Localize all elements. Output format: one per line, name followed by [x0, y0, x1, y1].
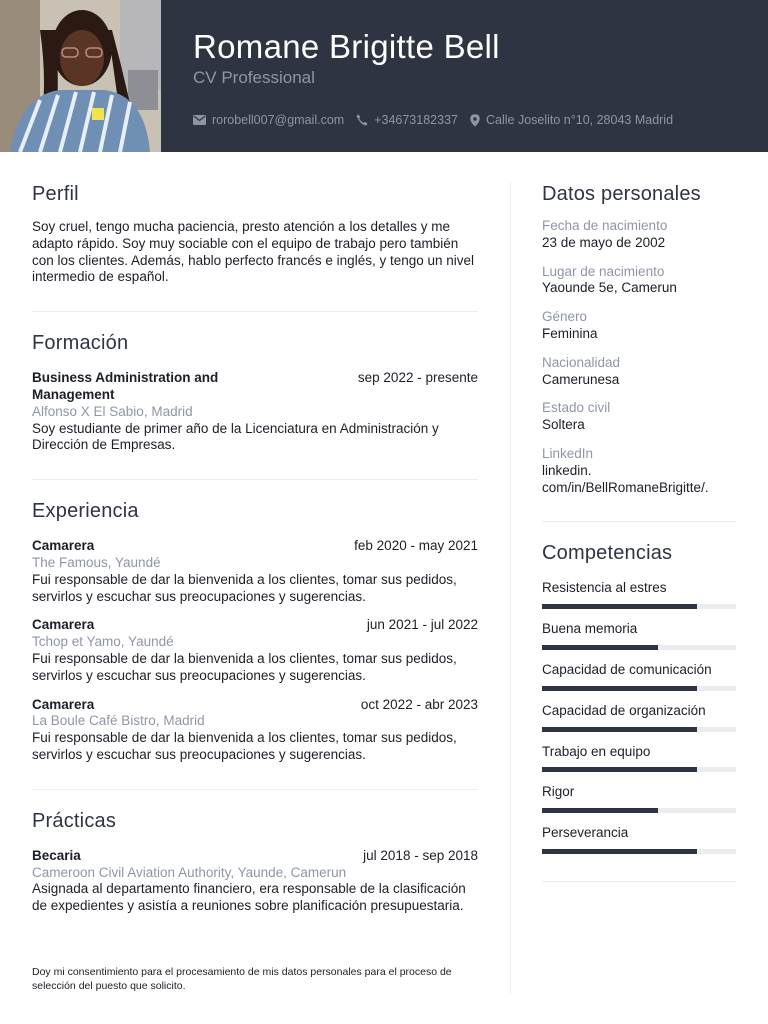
skill-item — [542, 662, 736, 691]
experiencia-entry — [32, 697, 478, 764]
skill-item — [542, 703, 736, 732]
competencias-heading: Competencias — [542, 542, 673, 565]
pd-label: Género — [542, 309, 588, 325]
competencias-section — [542, 540, 736, 854]
skill-level-bar — [542, 767, 736, 772]
entry-title: Camarera — [32, 696, 95, 712]
pd-item — [542, 355, 736, 389]
consent-note: Doy mi consentimiento para el procesamiento de mis datos personales para el proceso de selección del puesto que solicito. — [32, 966, 452, 992]
entry-dates: feb 2020 - may 2021 — [354, 538, 478, 554]
skill-level-bar — [542, 808, 736, 813]
skill-level-fill — [542, 808, 658, 813]
perfil-heading: Perfil — [32, 183, 79, 205]
pd-value: Soltera — [542, 417, 585, 433]
entry-title: Camarera — [32, 538, 95, 554]
skill-name: Capacidad de comunicación — [542, 661, 712, 677]
section-divider — [542, 521, 736, 522]
main-column — [32, 181, 478, 915]
pd-value: Feminina — [542, 325, 598, 341]
pd-item — [542, 309, 736, 343]
side-column — [542, 181, 736, 882]
entry-dates: jul 2018 - sep 2018 — [363, 847, 478, 863]
skill-level-bar — [542, 727, 736, 732]
skill-name: Resistencia al estres — [542, 580, 667, 596]
skill-name: Trabajo en equipo — [542, 743, 651, 759]
skill-level-bar — [542, 645, 736, 650]
pd-item — [542, 400, 736, 434]
skill-level-fill — [542, 686, 697, 691]
column-divider — [510, 182, 511, 994]
pd-item — [542, 446, 736, 496]
skill-level-fill — [542, 645, 658, 650]
practicas-entry — [32, 848, 478, 915]
pd-label: Lugar de nacimiento — [542, 263, 665, 279]
entry-description: Fui responsable de dar la bienvenida a los clientes, tomar sus pedidos, servirlos y escuchar sus preocupaciones y sugerencias. — [32, 650, 457, 683]
experiencia-entry — [32, 617, 478, 684]
entry-title: Business Administration and Management — [32, 370, 219, 402]
practicas-section — [32, 808, 478, 915]
skill-level-fill — [542, 604, 697, 609]
skill-item — [542, 744, 736, 773]
entry-place: Alfonso X El Sabio, Madrid — [32, 403, 193, 419]
pd-label: Nacionalidad — [542, 354, 621, 370]
skill-level-bar — [542, 604, 736, 609]
skill-level-bar — [542, 686, 736, 691]
formacion-entry — [32, 370, 478, 454]
pd-label: LinkedIn — [542, 445, 594, 461]
skill-level-fill — [542, 767, 697, 772]
entry-place: La Boule Café Bistro, Madrid — [32, 713, 205, 729]
experiencia-entry — [32, 538, 478, 605]
pd-value: Camerunesa — [542, 371, 620, 387]
entry-dates: jun 2021 - jul 2022 — [366, 617, 478, 633]
entry-dates: oct 2022 - abr 2023 — [360, 696, 478, 712]
location-pin-icon — [470, 114, 480, 127]
skill-name: Perseverancia — [542, 825, 629, 841]
perfil-section — [32, 181, 478, 286]
pd-label: Fecha de nacimiento — [542, 218, 668, 233]
entry-place: Tchop et Yamo, Yaundé — [32, 634, 174, 650]
entry-title: Becaria — [32, 847, 81, 863]
pd-item — [542, 264, 736, 298]
entry-dates: sep 2022 - presente — [357, 370, 478, 386]
skill-item — [542, 580, 736, 609]
skill-name: Rigor — [542, 784, 575, 800]
perfil-text: Soy cruel, tengo mucha paciencia, presto atención a los detalles y me adapto rápido. Soy muy sociable con el equipo de trabajo pero también con los clientes. Además, hablo perfecto francés e inglés, y tengo un nivel intermedio de español. — [32, 219, 475, 285]
skill-name: Capacidad de organización — [542, 702, 706, 718]
pd-value: 23 de mayo de 2002 — [542, 234, 666, 250]
entry-description: Soy estudiante de primer año de la Licenciatura en Administración y Dirección de Empresas. — [32, 420, 439, 453]
entry-place: The Famous, Yaundé — [32, 554, 161, 570]
experiencia-heading: Experiencia — [32, 500, 139, 523]
phone-contact[interactable] — [356, 113, 458, 127]
contact-bar — [193, 112, 685, 128]
skill-name: Buena memoria — [542, 621, 638, 637]
skill-item — [542, 784, 736, 813]
pd-item — [542, 218, 736, 252]
candidate-name: Romane Brigitte Bell — [193, 28, 500, 65]
cv-header — [0, 0, 768, 152]
address-text: Calle Joselito n°10, 28043 Madrid — [485, 113, 674, 127]
section-divider — [542, 881, 736, 882]
skill-level-bar — [542, 849, 736, 854]
pd-value: Yaounde 5e, Camerun — [542, 280, 677, 296]
skill-level-fill — [542, 849, 697, 854]
entry-description: Fui responsable de dar la bienvenida a los clientes, tomar sus pedidos, servirlos y escuchar sus preocupaciones y sugerencias. — [32, 571, 457, 604]
datos-personales-section — [542, 181, 736, 496]
section-divider — [32, 479, 478, 480]
profile-photo — [0, 0, 161, 152]
pd-label: Estado civil — [542, 400, 611, 416]
section-divider — [32, 311, 478, 312]
envelope-icon — [193, 115, 206, 125]
email-contact[interactable] — [193, 113, 344, 127]
entry-description: Asignada al departamento financiero, era responsable de la clasificación de expedientes y asistía a reuniones sobre planificación presupuestaria. — [32, 881, 466, 914]
cv-subtitle: CV Professional — [193, 68, 315, 87]
phone-icon — [356, 114, 368, 126]
email-text: rorobell007@gmail.com — [212, 113, 345, 127]
skill-item — [542, 825, 736, 854]
section-divider — [32, 789, 478, 790]
formacion-section — [32, 330, 478, 454]
phone-text: +34673182337 — [374, 113, 458, 127]
skills-list — [542, 580, 736, 854]
practicas-heading: Prácticas — [32, 809, 117, 832]
address-contact — [470, 113, 673, 127]
skill-level-fill — [542, 727, 697, 732]
entry-place: Cameroon Civil Aviation Authority, Yaunde, Camerun — [32, 864, 347, 880]
entry-description: Fui responsable de dar la bienvenida a los clientes, tomar sus pedidos, servirlos y escuchar sus preocupaciones y sugerencias. — [32, 730, 457, 762]
datos-heading: Datos personales — [542, 183, 701, 205]
skill-item — [542, 621, 736, 650]
formacion-heading: Formación — [32, 332, 129, 355]
experiencia-section — [32, 498, 478, 764]
linkedin-link[interactable]: linkedin. com/in/BellRomaneBrigitte/. — [542, 462, 709, 495]
entry-title: Camarera — [32, 617, 95, 633]
